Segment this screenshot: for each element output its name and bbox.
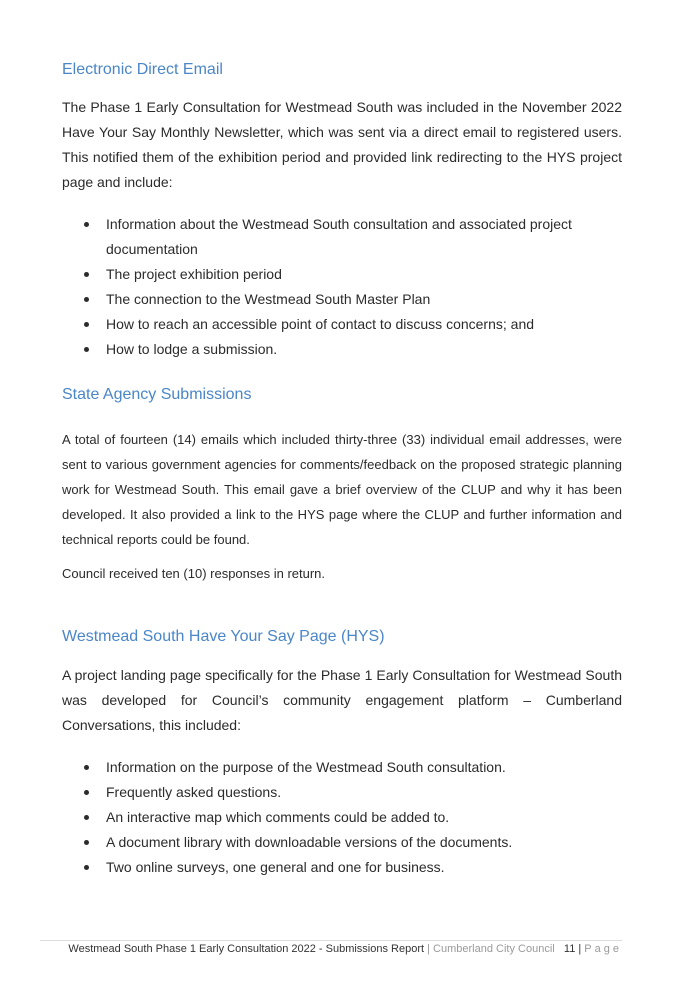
paragraph-hys: A project landing page specifically for the Phase 1 Early Consultation for Westmead South was developed for Council’s community engagement platform – Cumberland Conversations, this included: (62, 667, 622, 733)
list-item (62, 262, 622, 287)
bullet-icon (84, 322, 89, 327)
heading-hys-page: Westmead South Have Your Say Page (HYS) (62, 628, 385, 645)
bullet-icon (84, 297, 89, 302)
bullet-icon (84, 272, 89, 277)
footer-page-separator: | (578, 943, 582, 955)
heading-state-agency-submissions: State Agency Submissions (62, 386, 252, 403)
list-item-text: The project exhibition period (106, 266, 282, 282)
bullet-icon (84, 790, 89, 795)
list-item (62, 830, 622, 855)
paragraph-state-agency: A total of fourteen (14) emails which included thirty-three (33) individual email addresses, were sent to various government agencies for comments/feedback on the proposed strategic planning work for Westmead South. This email gave a brief overview of the CLUP and why it has been developed. It also provided a link to the HYS page where the CLUP and further information and technical reports could be found. (62, 432, 622, 547)
list-item-text: Two online surveys, one general and one for business. (106, 859, 445, 875)
list-item (62, 337, 622, 362)
list-item-text: Information about the Westmead South consultation and associated project documentation (106, 216, 572, 257)
list-item-text: Information on the purpose of the Westmead South consultation. (106, 759, 506, 775)
bullet-icon (84, 840, 89, 845)
list-item (62, 805, 622, 830)
bullet-icon (84, 347, 89, 352)
list-item (62, 212, 622, 262)
list-item (62, 780, 622, 805)
footer-council-name: Cumberland City Council (433, 943, 555, 955)
list-item-text: An interactive map which comments could be added to. (106, 809, 450, 825)
bullet-icon (84, 865, 89, 870)
list-item (62, 287, 622, 312)
footer-page-word: Page (584, 943, 622, 955)
list-item-text: A document library with downloadable versions of the documents. (106, 834, 513, 850)
list-item (62, 855, 622, 880)
heading-electronic-direct-email: Electronic Direct Email (62, 61, 223, 78)
list-item-text: Frequently asked questions. (106, 784, 282, 800)
paragraph-council-responses: Council received ten (10) responses in return. (62, 566, 326, 581)
list-item-text: The connection to the Westmead South Master Plan (106, 291, 431, 307)
bullet-icon (84, 815, 89, 820)
bullet-icon (84, 222, 89, 227)
list-item-text: How to reach an accessible point of contact to discuss concerns; and (106, 316, 535, 332)
footer-report-title: Westmead South Phase 1 Early Consultation 2022 - Submissions Report (68, 943, 425, 955)
list-item-text: How to lodge a submission. (106, 341, 278, 357)
page-footer (40, 940, 622, 955)
footer-page-number: 11 (563, 943, 576, 955)
bullet-list-hys (62, 755, 622, 880)
footer-separator: | (427, 943, 430, 955)
list-item (62, 312, 622, 337)
bullet-icon (84, 765, 89, 770)
list-item (62, 755, 622, 780)
paragraph-email: The Phase 1 Early Consultation for Westmead South was included in the November 2022 Have Your Say Monthly Newsletter, which was sent via a direct email to registered users. This notified them of the exhibition period and provided link redirecting to the HYS project page and include: (62, 99, 622, 190)
bullet-list-email (62, 212, 622, 362)
